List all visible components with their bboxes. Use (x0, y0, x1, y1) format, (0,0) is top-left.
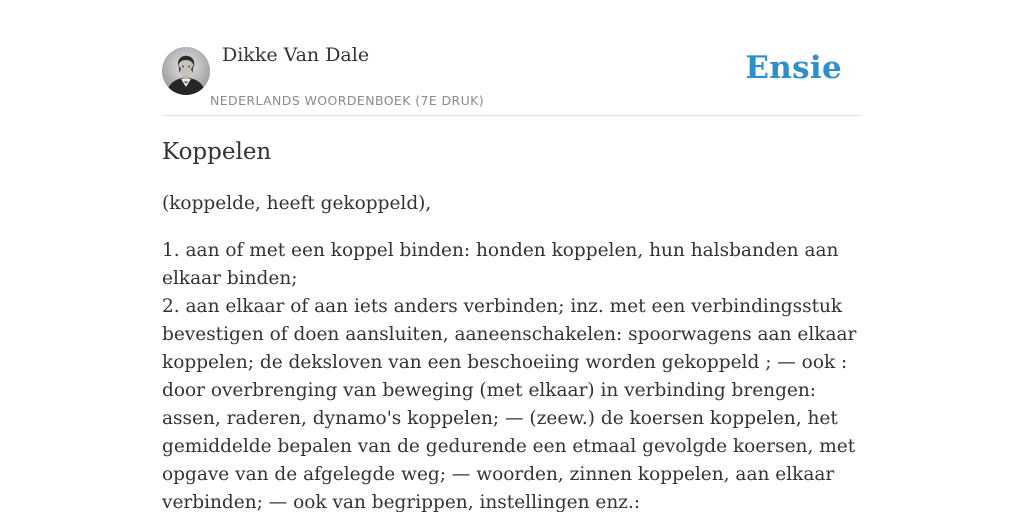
definition-1: 1. aan of met een koppel binden: honden koppelen, hun halsbanden aan elkaar binden; (162, 240, 839, 289)
entry-content (162, 190, 866, 512)
portrait-image (162, 47, 210, 95)
entry-title: Koppelen (162, 139, 272, 165)
entry-definitions (162, 237, 866, 512)
header (162, 0, 862, 116)
entry-forms: (koppelde, heeft gekoppeld), (162, 193, 432, 214)
dictionary-subtitle: NEDERLANDS WOORDENBOEK (7E DRUK) (210, 93, 485, 108)
definition-2: 2. aan elkaar of aan iets anders verbinden; inz. met een verbindingsstuk bevestigen of doen aansluiten, aaneenschakelen: spoorwagens aan elkaar koppelen; de deksloven van een beschoeiing worden gekoppeld ; — ook : door overbrenging van beweging (met elkaar) in verbinding brengen: assen, raderen, dynamo's koppelen; — (zeew.) de koersen koppelen, het gemiddelde bepalen van de gedurende een etmaal gevolgde koersen, met opgave van de afgelegde weg; — woorden, zinnen koppelen, aan elkaar verbinden; — ook van begrippen, instellingen enz.: (162, 296, 857, 512)
brand-logo[interactable]: Ensie (745, 50, 842, 86)
author-name[interactable]: Dikke Van Dale (222, 44, 370, 66)
author-avatar[interactable] (162, 47, 210, 95)
